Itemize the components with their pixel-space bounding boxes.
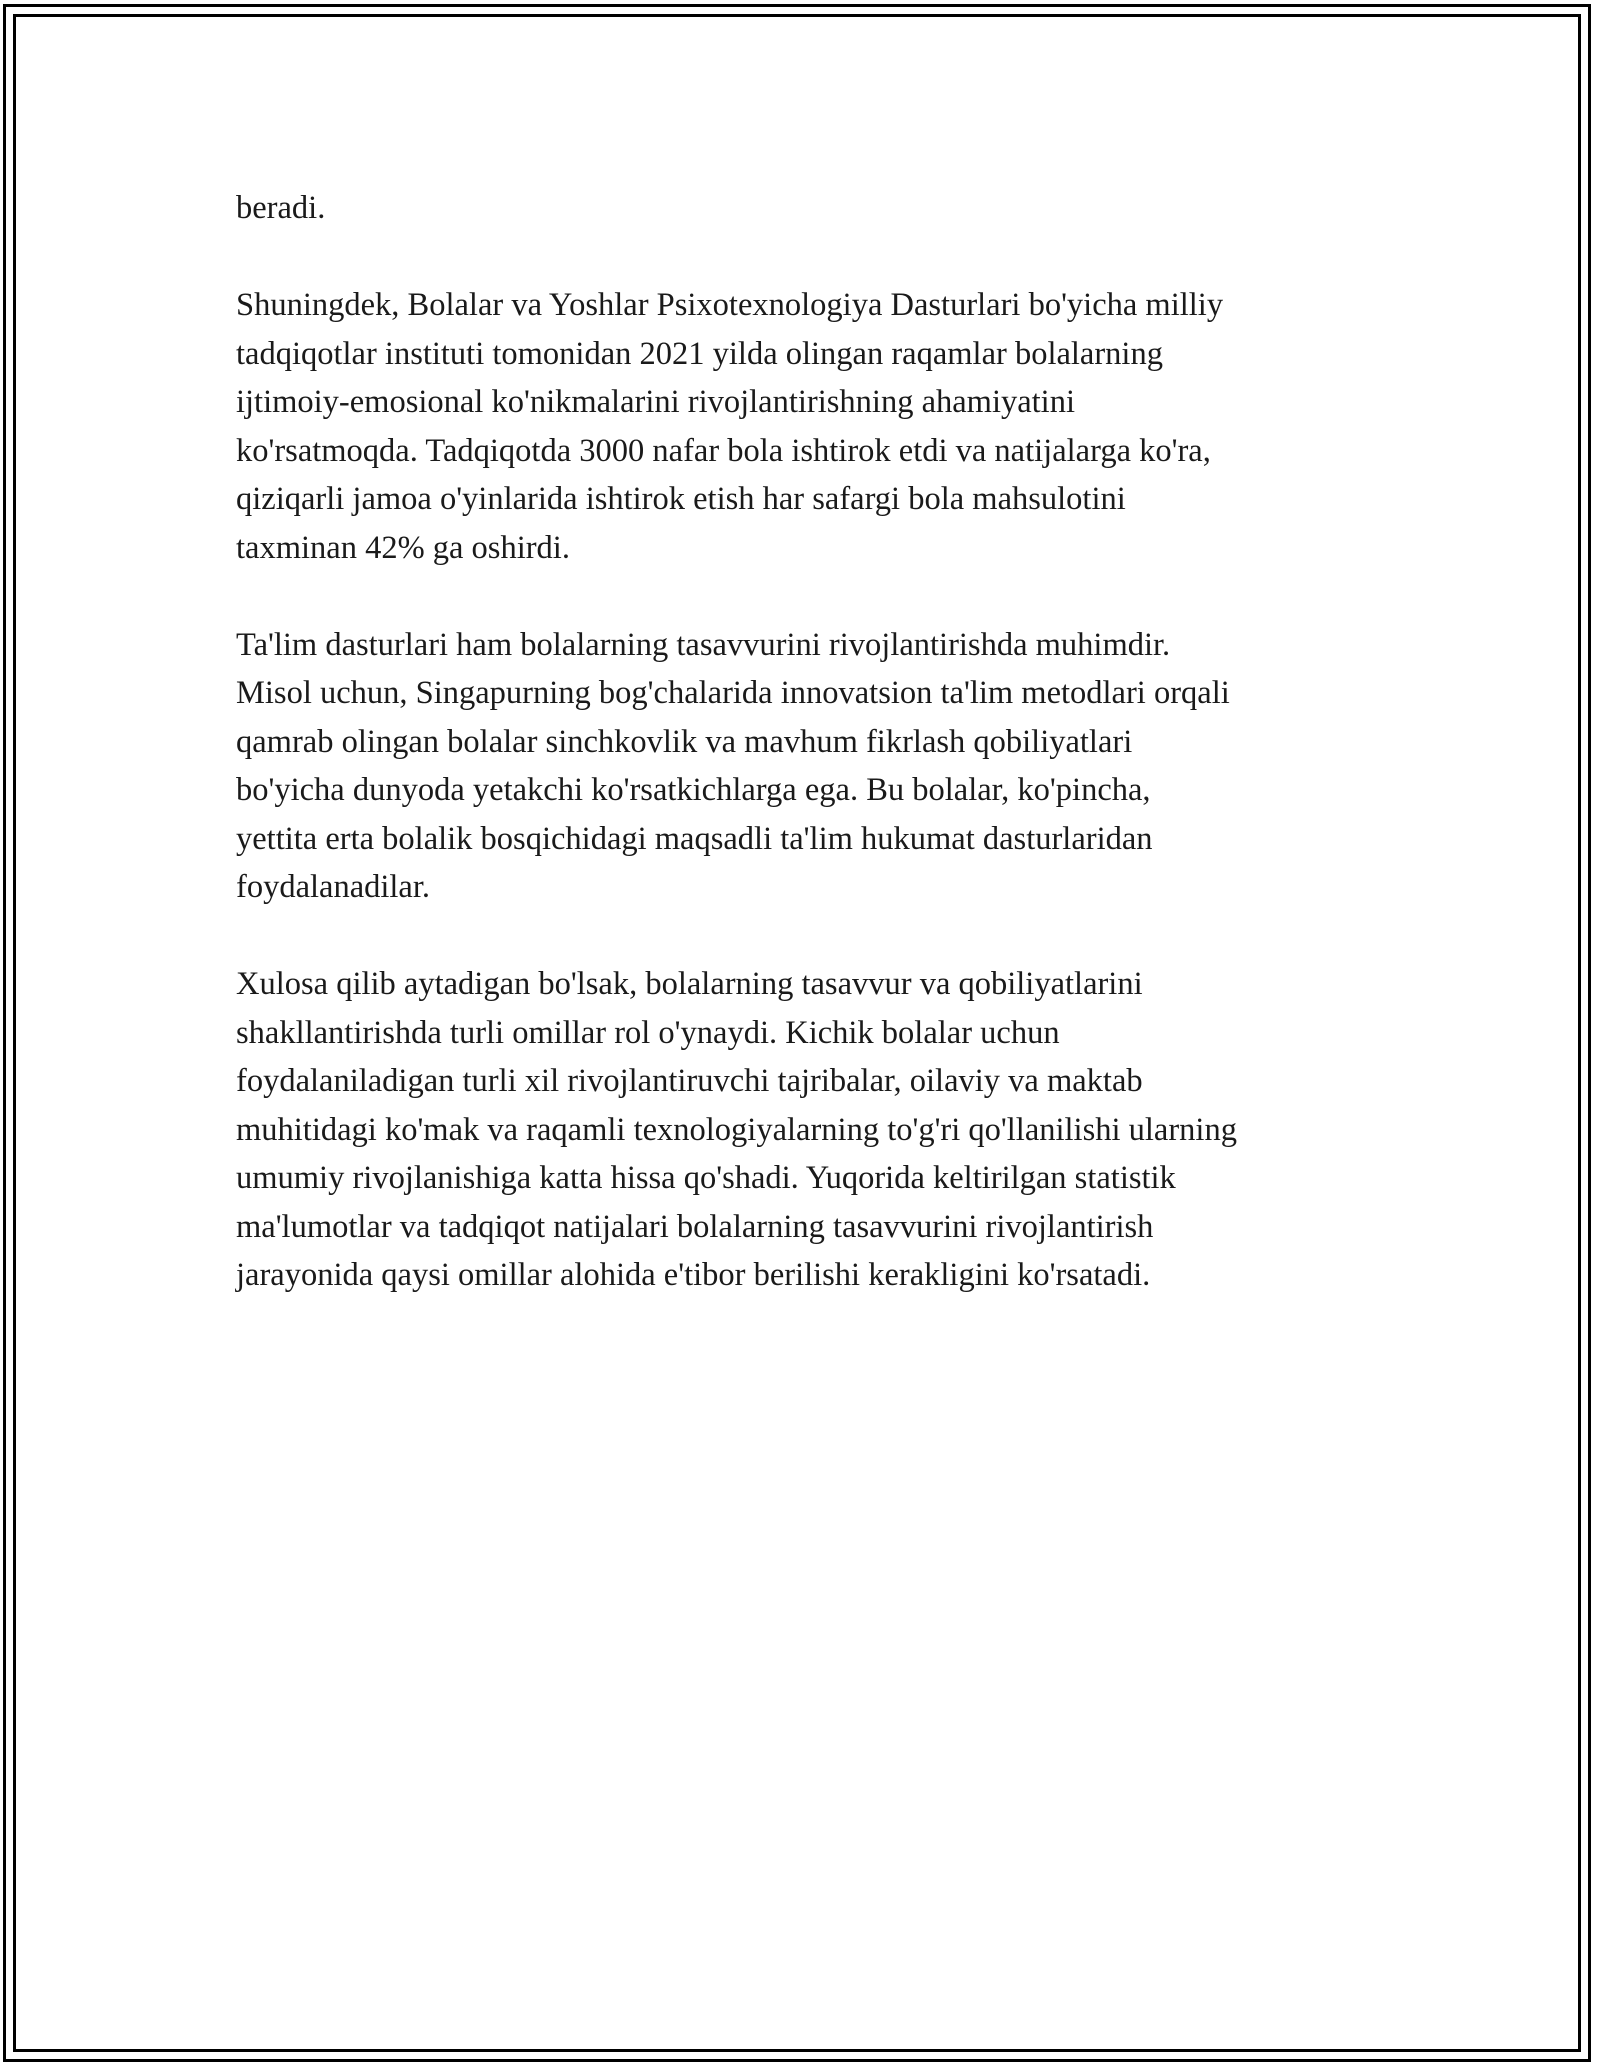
text-line: shakllantirishda turli omillar rol o'ynaydi. Kichik bolalar uchun: [236, 1014, 1060, 1051]
text-line: Xulosa qilib aytadigan bo'lsak, bolalarning tasavvur va qobiliyatlarini: [236, 966, 1143, 1002]
text-line: muhitidagi ko'mak va raqamli texnologiyalarning to'g'ri qo'llanilishi ularning: [236, 1111, 1237, 1148]
text-line: jarayonida qaysi omillar alohida e'tibor berilishi kerakligini ko'rsatadi.: [236, 1257, 1151, 1293]
text-line: qamrab olingan bolalar sinchkovlik va mavhum fikrlash qobiliyatlari: [236, 723, 1133, 760]
paragraph-conclusion: [236, 960, 1386, 1300]
text-line: umumiy rivojlanishiga katta hissa qo'shadi. Yuqorida keltirilgan statistik: [236, 1160, 1176, 1196]
paragraph-education-programs: [236, 621, 1386, 912]
document-body: [236, 184, 1386, 1348]
text-line: Shuningdek, Bolalar va Yoshlar Psixotexnologiya Dasturlari bo'yicha milliy: [236, 287, 1224, 323]
text-line: taxminan 42% ga oshirdi.: [236, 529, 570, 566]
text-line: qiziqarli jamoa o'yinlarida ishtirok etish har safargi bola mahsulotini: [236, 481, 1126, 517]
text-line: Ta'lim dasturlari ham bolalarning tasavvurini rivojlantirishda muhimdir.: [236, 626, 1171, 663]
text-line: tadqiqotlar instituti tomonidan 2021 yilda olingan raqamlar bolalarning: [236, 335, 1163, 372]
text-line: foydalaniladigan turli xil rivojlantiruvchi tajribalar, oilaviy va maktab: [236, 1063, 1143, 1099]
paragraph-research-institute: [236, 281, 1386, 572]
text-line: ma'lumotlar va tadqiqot natijalari bolalarning tasavvurini rivojlantirish: [236, 1208, 1154, 1245]
text-line: ijtimoiy-emosional ko'nikmalarini rivojlantirishning ahamiyatini: [236, 384, 1075, 420]
text-line: bo'yicha dunyoda yetakchi ko'rsatkichlarga ega. Bu bolalar, ko'pincha,: [236, 772, 1151, 808]
text-line: beradi.: [236, 190, 326, 226]
text-line: ko'rsatmoqda. Tadqiqotda 3000 nafar bola ishtirok etdi va natijalarga ko'ra,: [236, 432, 1211, 469]
text-line: yettita erta bolalik bosqichidagi maqsadli ta'lim hukumat dasturlaridan: [236, 820, 1153, 857]
text-line: Misol uchun, Singapurning bog'chalarida innovatsion ta'lim metodlari orqali: [236, 675, 1230, 711]
text-line: foydalanadilar.: [236, 869, 431, 905]
paragraph-continuation: [236, 184, 1386, 233]
